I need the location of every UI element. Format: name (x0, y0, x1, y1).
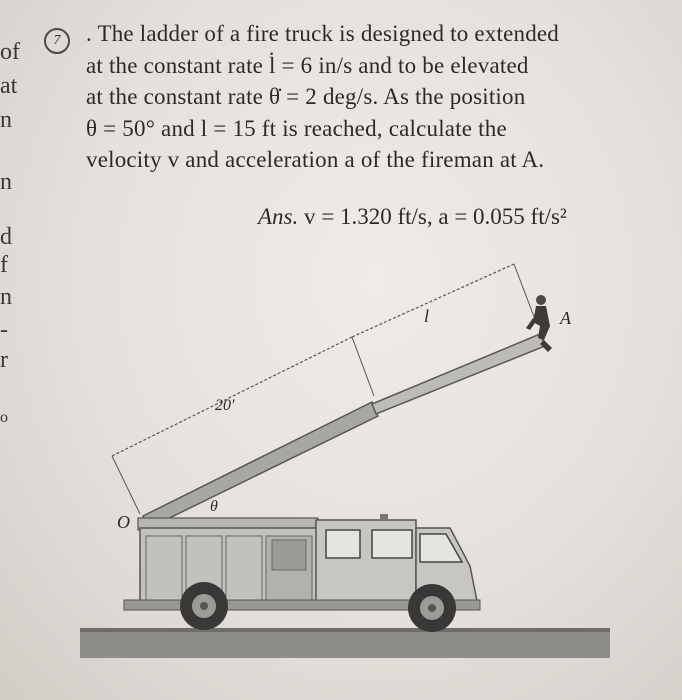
label-A: A (560, 308, 571, 328)
dimension-line-l (352, 264, 514, 337)
margin-fragment: - (0, 317, 8, 343)
margin-fragment: of (0, 39, 20, 65)
margin-fragment: n (0, 169, 12, 195)
problem-statement (86, 18, 661, 176)
label-length: 20′ (215, 397, 235, 414)
ground-edge (80, 628, 610, 632)
margin-fragment: n (0, 107, 12, 133)
fire-truck-figure (0, 250, 682, 700)
problem-line: θ = 50° and l = 15 ft is reached, calculate the (86, 115, 507, 141)
problem-line: at the constant rate θ̇ = 2 deg/s. As the position (86, 84, 526, 109)
margin-fragment: d (0, 224, 12, 250)
label-l: l (424, 306, 430, 326)
rear-wheel (180, 582, 228, 630)
problem-line: velocity v and acceleration a of the fireman at A. (86, 147, 545, 172)
ground (80, 630, 610, 658)
margin-fragment: n (0, 284, 12, 310)
problem-line: . The ladder of a fire truck is designed to extended (86, 21, 560, 46)
ladder-lower-section (143, 402, 378, 528)
margin-fragment: f (0, 252, 8, 278)
front-wheel (408, 584, 456, 632)
margin-fragment: o (0, 409, 8, 426)
answer-line (258, 204, 567, 230)
label-theta: θ (210, 498, 218, 515)
problem-line: at the constant rate l̇ = 6 in/s and to be elevated (86, 52, 529, 78)
margin-fragment: r (0, 347, 8, 373)
answer-prefix: Ans. (258, 204, 299, 229)
answer-text: v = 1.320 ft/s, a = 0.055 ft/s² (304, 204, 567, 229)
problem-number: 7 (44, 28, 70, 54)
margin-fragment: at (0, 73, 18, 99)
extension-line (514, 264, 536, 322)
extension-line (352, 337, 374, 396)
extension-line (112, 456, 140, 514)
ladder-upper-section (372, 334, 545, 414)
label-O: O (117, 512, 130, 532)
